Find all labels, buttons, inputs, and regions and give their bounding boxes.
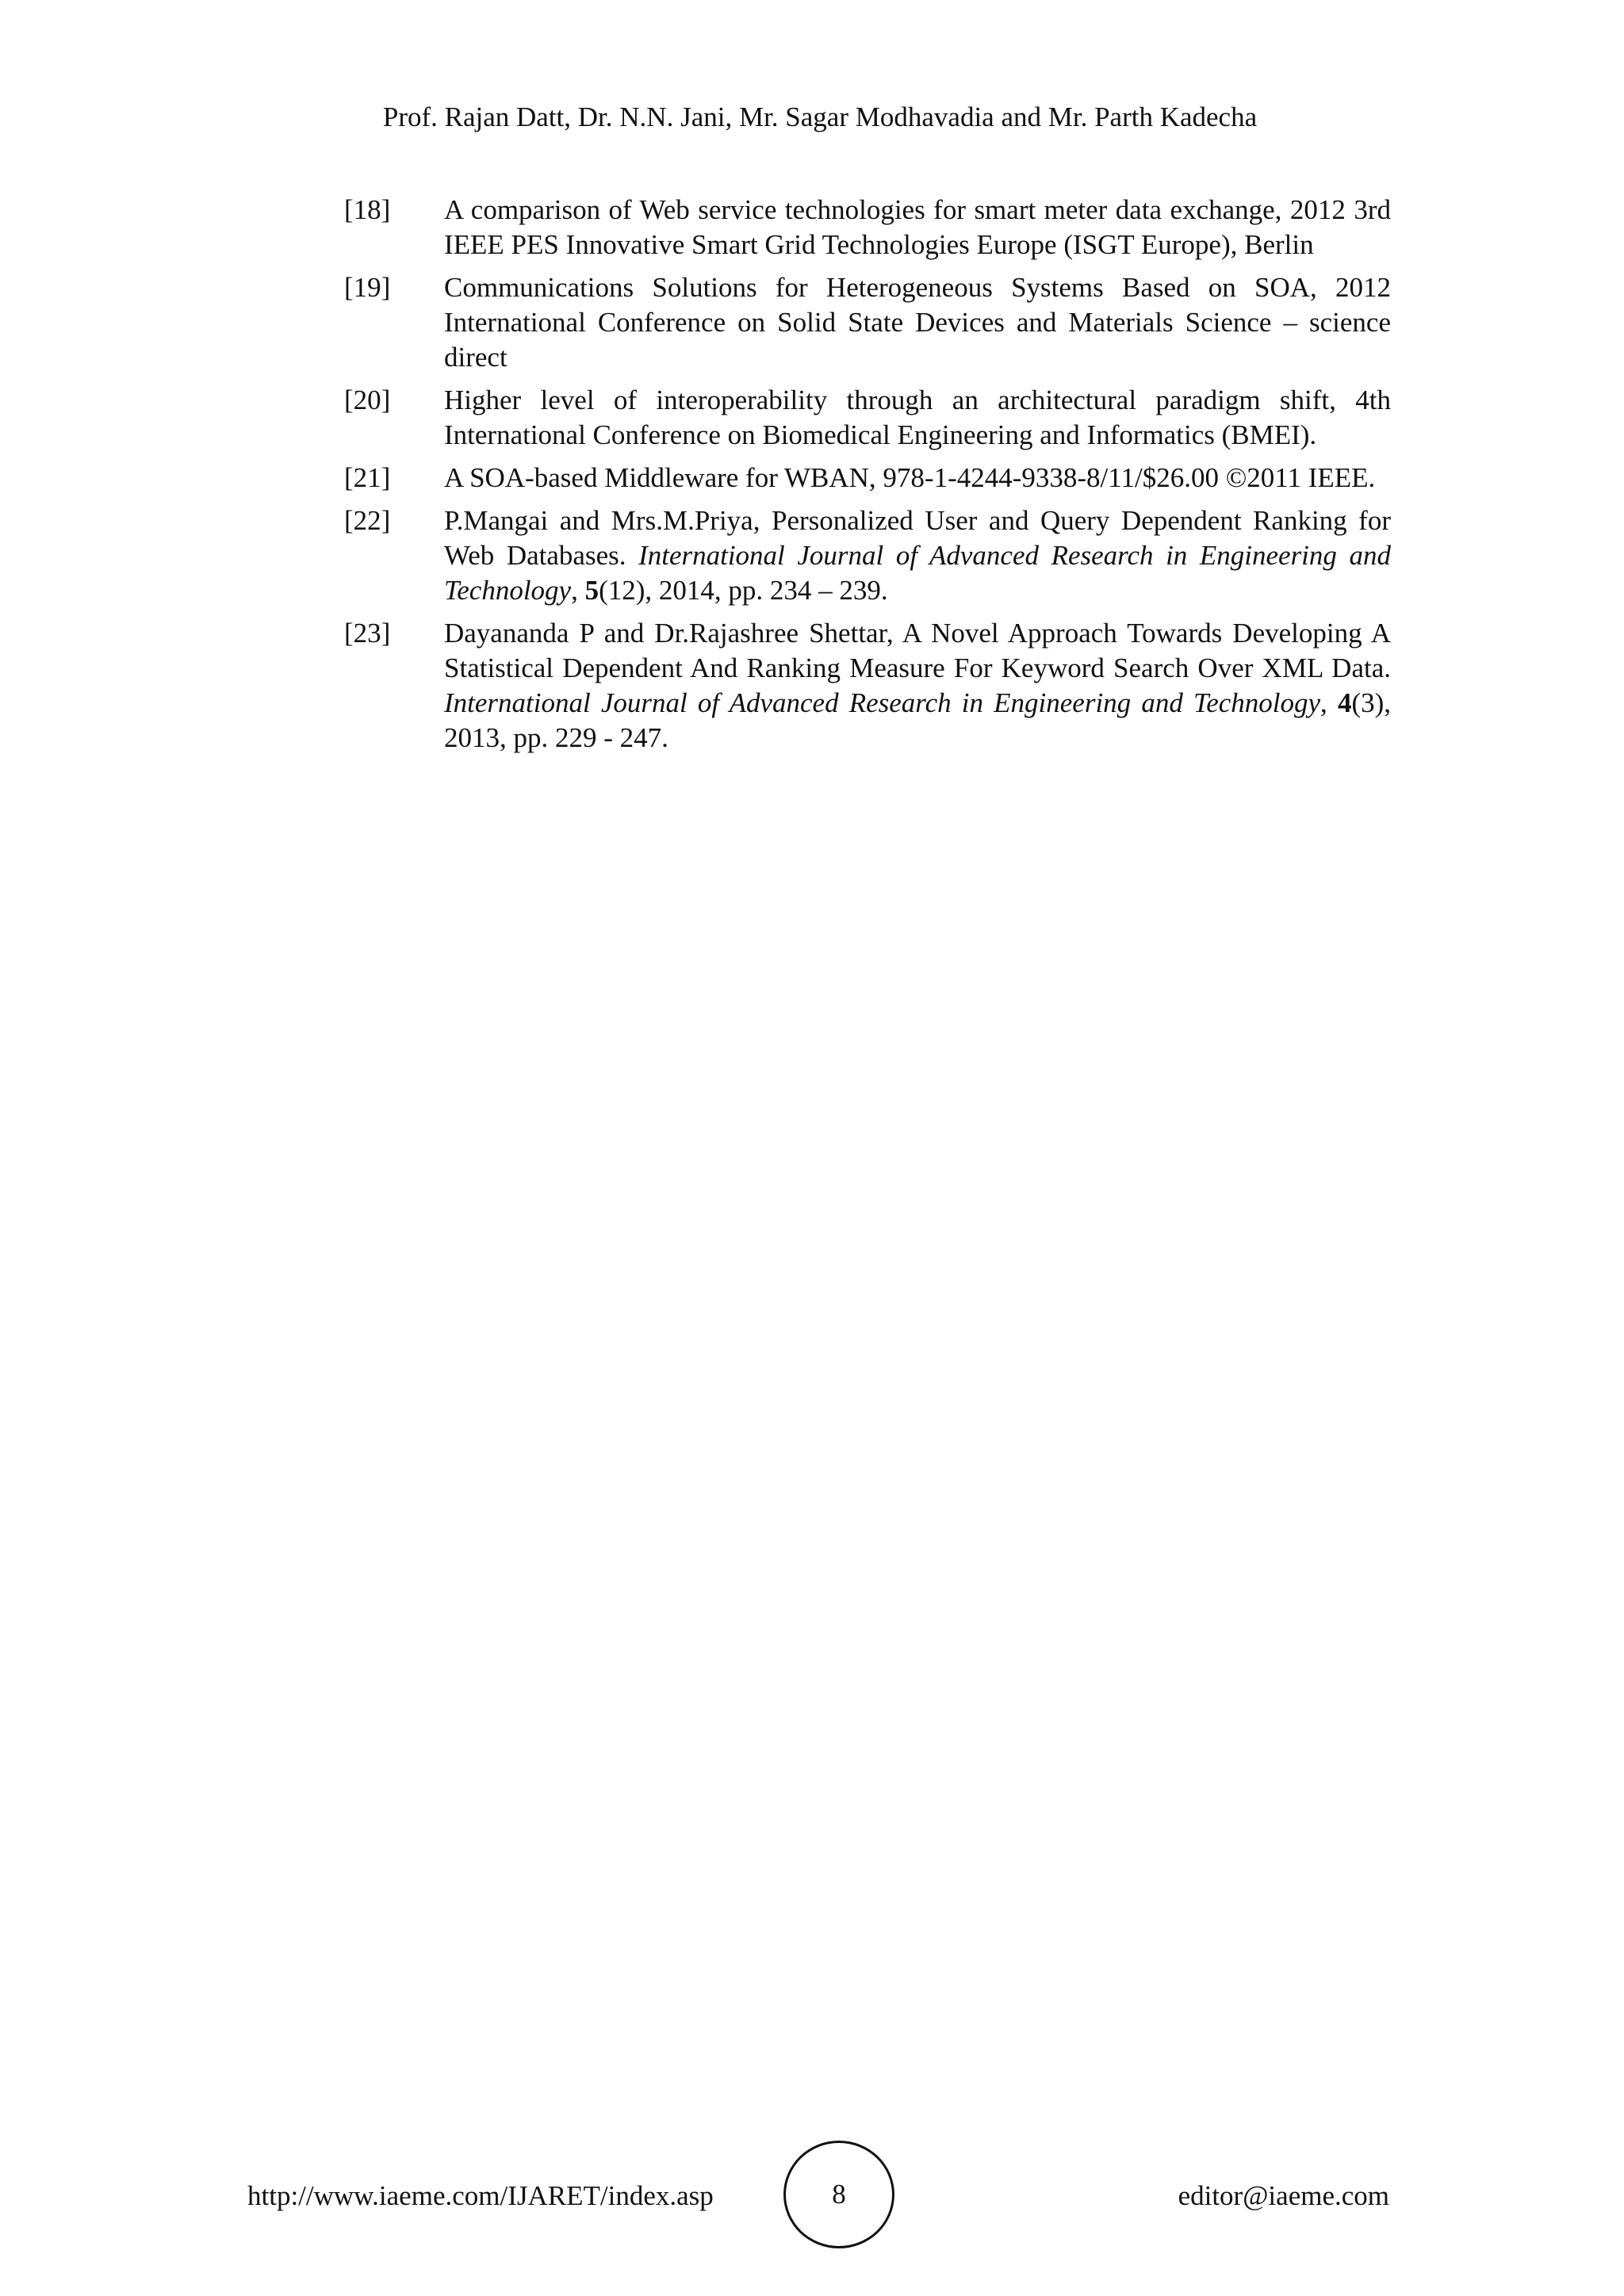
page-number-badge (783, 2141, 894, 2248)
reference-text: Communications Solutions for Heterogeneous Systems Based on SOA, 2012 International Conference on Solid State Devices and Materials Science – science direct (444, 272, 1391, 373)
reference-separator: , (1320, 687, 1338, 718)
reference-volume: 4 (1337, 687, 1352, 718)
reference-volume: 5 (584, 575, 599, 606)
reference-text: Higher level of interoperability through an architectural paradigm shift, 4th International Conference on Biomedical Engineering and Informatics (BMEI). (444, 385, 1391, 450)
running-head: Prof. Rajan Datt, Dr. N.N. Jani, Mr. Sagar Modhavadia and Mr. Parth Kadecha (382, 101, 1258, 132)
reference-number: [21] (344, 462, 391, 493)
reference-list (344, 193, 1391, 763)
footer-url-link[interactable]: http://www.iaeme.com/IJARET/index.asp (247, 2180, 714, 2211)
reference-number: [23] (344, 618, 391, 649)
reference-item (344, 193, 1391, 262)
reference-item (344, 616, 1391, 756)
reference-details: (3), 2013, pp. 229 - 247. (444, 687, 1391, 753)
reference-text: A comparison of Web service technologies for smart meter data exchange, 2012 3rd IEEE PES Innovative Smart Grid Technologies Europe (ISGT Europe), Berlin (444, 194, 1391, 260)
reference-item (344, 503, 1391, 608)
reference-text (444, 616, 1391, 756)
reference-item (344, 270, 1391, 375)
reference-number: [22] (344, 505, 391, 536)
reference-details: (12), 2014, pp. 234 – 239. (599, 575, 888, 606)
reference-number: [20] (344, 385, 391, 415)
reference-item (344, 461, 1391, 496)
reference-authors-title: P.Mangai and Mrs.M.Priya, Personalized User and Query Dependent Ranking for Web Databases. (444, 505, 1391, 571)
reference-journal: International Journal of Advanced Research in Engineering and Technology (444, 687, 1321, 718)
reference-number: [18] (344, 194, 391, 225)
page-footer (0, 2141, 1624, 2252)
reference-text (444, 503, 1391, 608)
reference-text: A SOA-based Middleware for WBAN, 978-1-4244-9338-8/11/$26.00 ©2011 IEEE. (444, 462, 1376, 493)
page-number: 8 (832, 2179, 846, 2210)
reference-item (344, 383, 1391, 453)
reference-journal: International Journal of Advanced Research in Engineering and Technology (444, 540, 1391, 606)
footer-email-link[interactable]: editor@iaeme.com (1178, 2180, 1389, 2211)
reference-separator: , (571, 575, 585, 606)
reference-number: [19] (344, 272, 391, 303)
reference-authors-title: Dayananda P and Dr.Rajashree Shettar, A Novel Approach Towards Developing A Statistical Dependent And Ranking Measure For Keyword Search Over XML Data. (444, 618, 1391, 683)
